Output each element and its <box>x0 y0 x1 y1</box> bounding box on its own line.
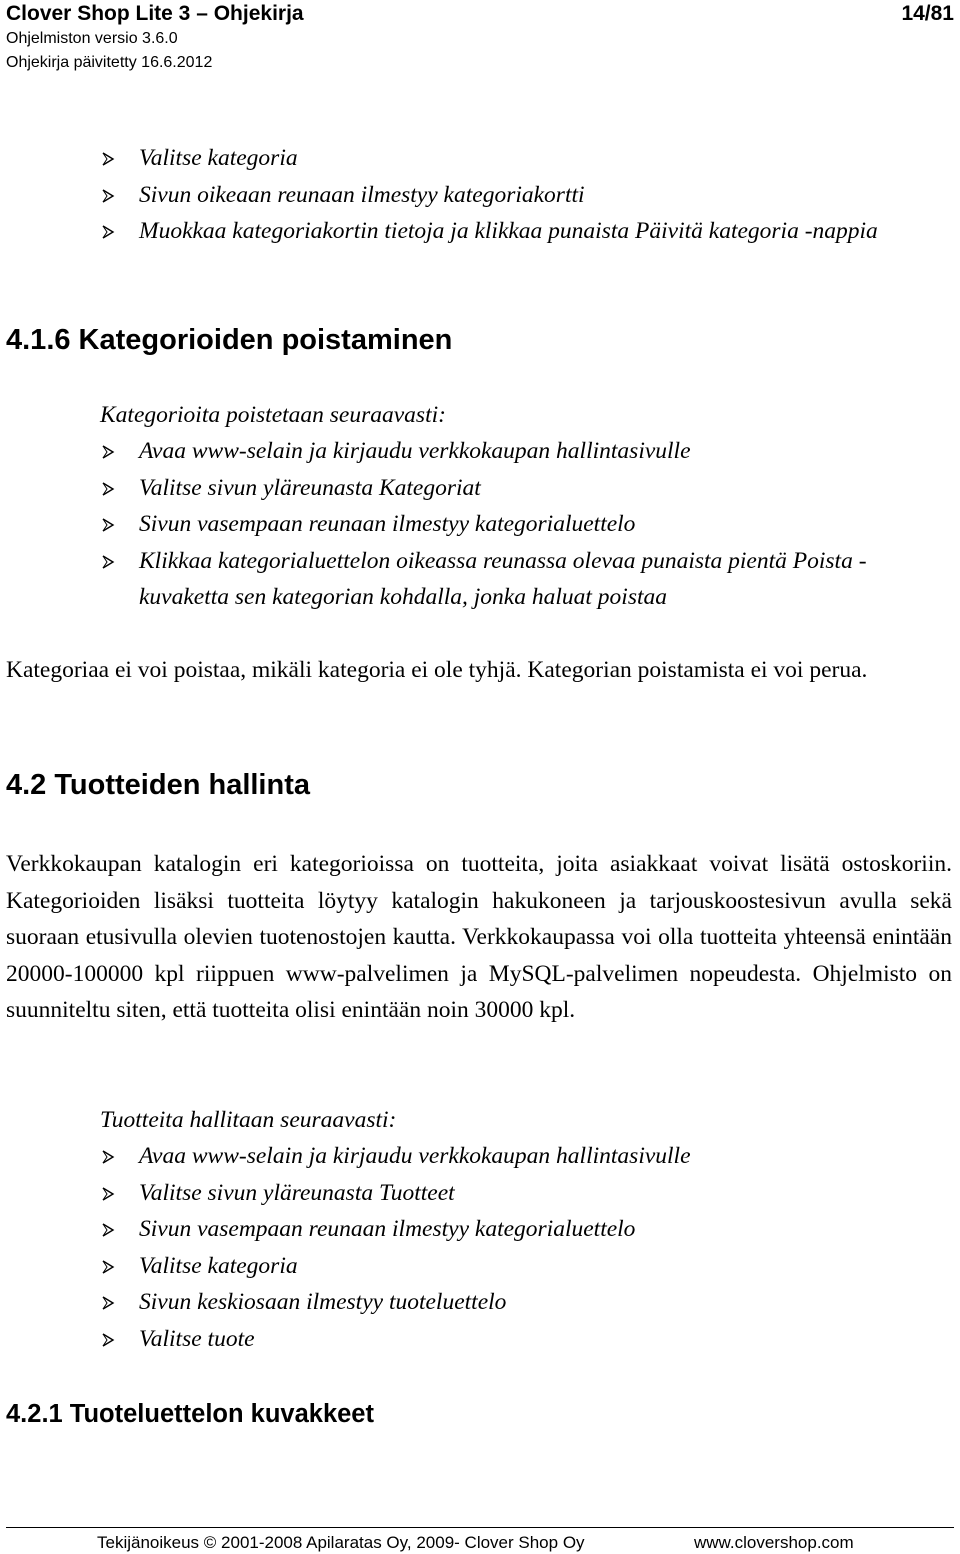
list-item-text: Sivun vasempaan reunaan ilmestyy kategorialuettelo <box>139 1216 636 1242</box>
list-item <box>0 140 888 177</box>
arrow-bullet-icon <box>100 1332 116 1348</box>
section-intro: Kategorioita poistetaan seuraavasti: <box>100 402 446 428</box>
arrow-bullet-icon <box>100 481 116 497</box>
arrow-bullet-icon <box>100 1149 116 1165</box>
page-number: 14/81 <box>901 2 954 25</box>
arrow-bullet-icon <box>100 1259 116 1275</box>
list-item <box>0 213 888 250</box>
list-item <box>0 470 960 507</box>
manual-updated-date: Ohjekirja päivitetty 16.6.2012 <box>6 54 213 71</box>
arrow-bullet-icon <box>100 1295 116 1311</box>
software-version: Ohjelmiston versio 3.6.0 <box>6 30 178 47</box>
list-item-text: Valitse sivun yläreunasta Kategoriat <box>139 474 481 501</box>
footer-copyright: Tekijänoikeus © 2001-2008 Apilaratas Oy, 2009- Clover Shop Oy <box>97 1533 585 1552</box>
list-item-text: Sivun vasempaan reunaan ilmestyy kategorialuettelo <box>139 511 636 537</box>
list-item <box>0 433 960 470</box>
document-title: Clover Shop Lite 3 – Ohjekirja <box>6 2 304 25</box>
arrow-bullet-icon <box>100 554 116 570</box>
list-item-text: Avaa www-selain ja kirjaudu verkkokaupan hallintasivulle <box>139 438 691 464</box>
footer-url: www.clovershop.com <box>694 1533 854 1552</box>
product-manage-steps <box>0 1138 701 1357</box>
list-item-text: Muokkaa kategoriakortin tietoja ja klikkaa punaista Päivitä kategoria -nappia <box>139 218 878 244</box>
section-heading-4-1-6: 4.1.6 Kategorioiden poistaminen <box>6 324 453 356</box>
list-item <box>0 1175 701 1212</box>
category-delete-steps <box>0 433 960 616</box>
delete-note: Kategoriaa ei voi poistaa, mikäli kategoria ei ole tyhjä. Kategorian poistamista ei voi perua. <box>6 657 868 683</box>
section-heading-4-2-1: 4.2.1 Tuoteluettelon kuvakkeet <box>6 1400 374 1428</box>
products-paragraph: Verkkokaupan katalogin eri kategorioissa on tuotteita, joita asiakkaat voivat lisätä ostoskoriin. Kategorioiden lisäksi tuotteita löytyy katalogin hakukoneen ja tarjouskoostesivun avulla sekä suoraan etusivulla olevien tuotenostojen kautta. Verkkokaupassa voi olla tuotteita yhteensä enintään 20000-100000 kpl riippuen www-palvelimen ja MySQL-palvelimen nopeudesta. Ohjelmisto on suunniteltu siten, että tuotteita olisi enintään noin 30000 kpl. <box>6 851 952 1023</box>
list-item <box>0 543 960 616</box>
list-item-text: Valitse kategoria <box>139 145 298 171</box>
list-item-text: Valitse kategoria <box>139 1252 298 1279</box>
list-item-text: Valitse sivun yläreunasta Tuotteet <box>139 1179 455 1206</box>
arrow-bullet-icon <box>100 1186 116 1202</box>
arrow-bullet-icon <box>100 188 116 204</box>
footer-divider <box>6 1527 954 1528</box>
section-intro: Tuotteita hallitaan seuraavasti: <box>100 1107 397 1133</box>
section-heading-4-2: 4.2 Tuotteiden hallinta <box>6 769 310 801</box>
arrow-bullet-icon <box>100 517 116 533</box>
list-item <box>0 177 888 214</box>
list-item <box>0 1138 701 1175</box>
list-item-text: Sivun keskiosaan ilmestyy tuoteluettelo <box>139 1289 507 1315</box>
arrow-bullet-icon <box>100 444 116 460</box>
list-item-text: Avaa www-selain ja kirjaudu verkkokaupan hallintasivulle <box>139 1143 691 1169</box>
list-item <box>0 1211 701 1248</box>
arrow-bullet-icon <box>100 224 116 240</box>
list-item <box>0 1248 701 1285</box>
list-item <box>0 1284 701 1321</box>
list-item <box>0 1321 701 1358</box>
arrow-bullet-icon <box>100 151 116 167</box>
category-edit-steps <box>0 140 888 250</box>
list-item-text: Valitse tuote <box>139 1325 255 1352</box>
list-item-text: Klikkaa kategorialuettelon oikeassa reunassa olevaa punaista pientä Poista -kuvaketta sen kategorian kohdalla, jonka haluat poistaa <box>139 547 867 610</box>
arrow-bullet-icon <box>100 1222 116 1238</box>
list-item <box>0 506 960 543</box>
list-item-text: Sivun oikeaan reunaan ilmestyy kategoriakortti <box>139 181 585 208</box>
